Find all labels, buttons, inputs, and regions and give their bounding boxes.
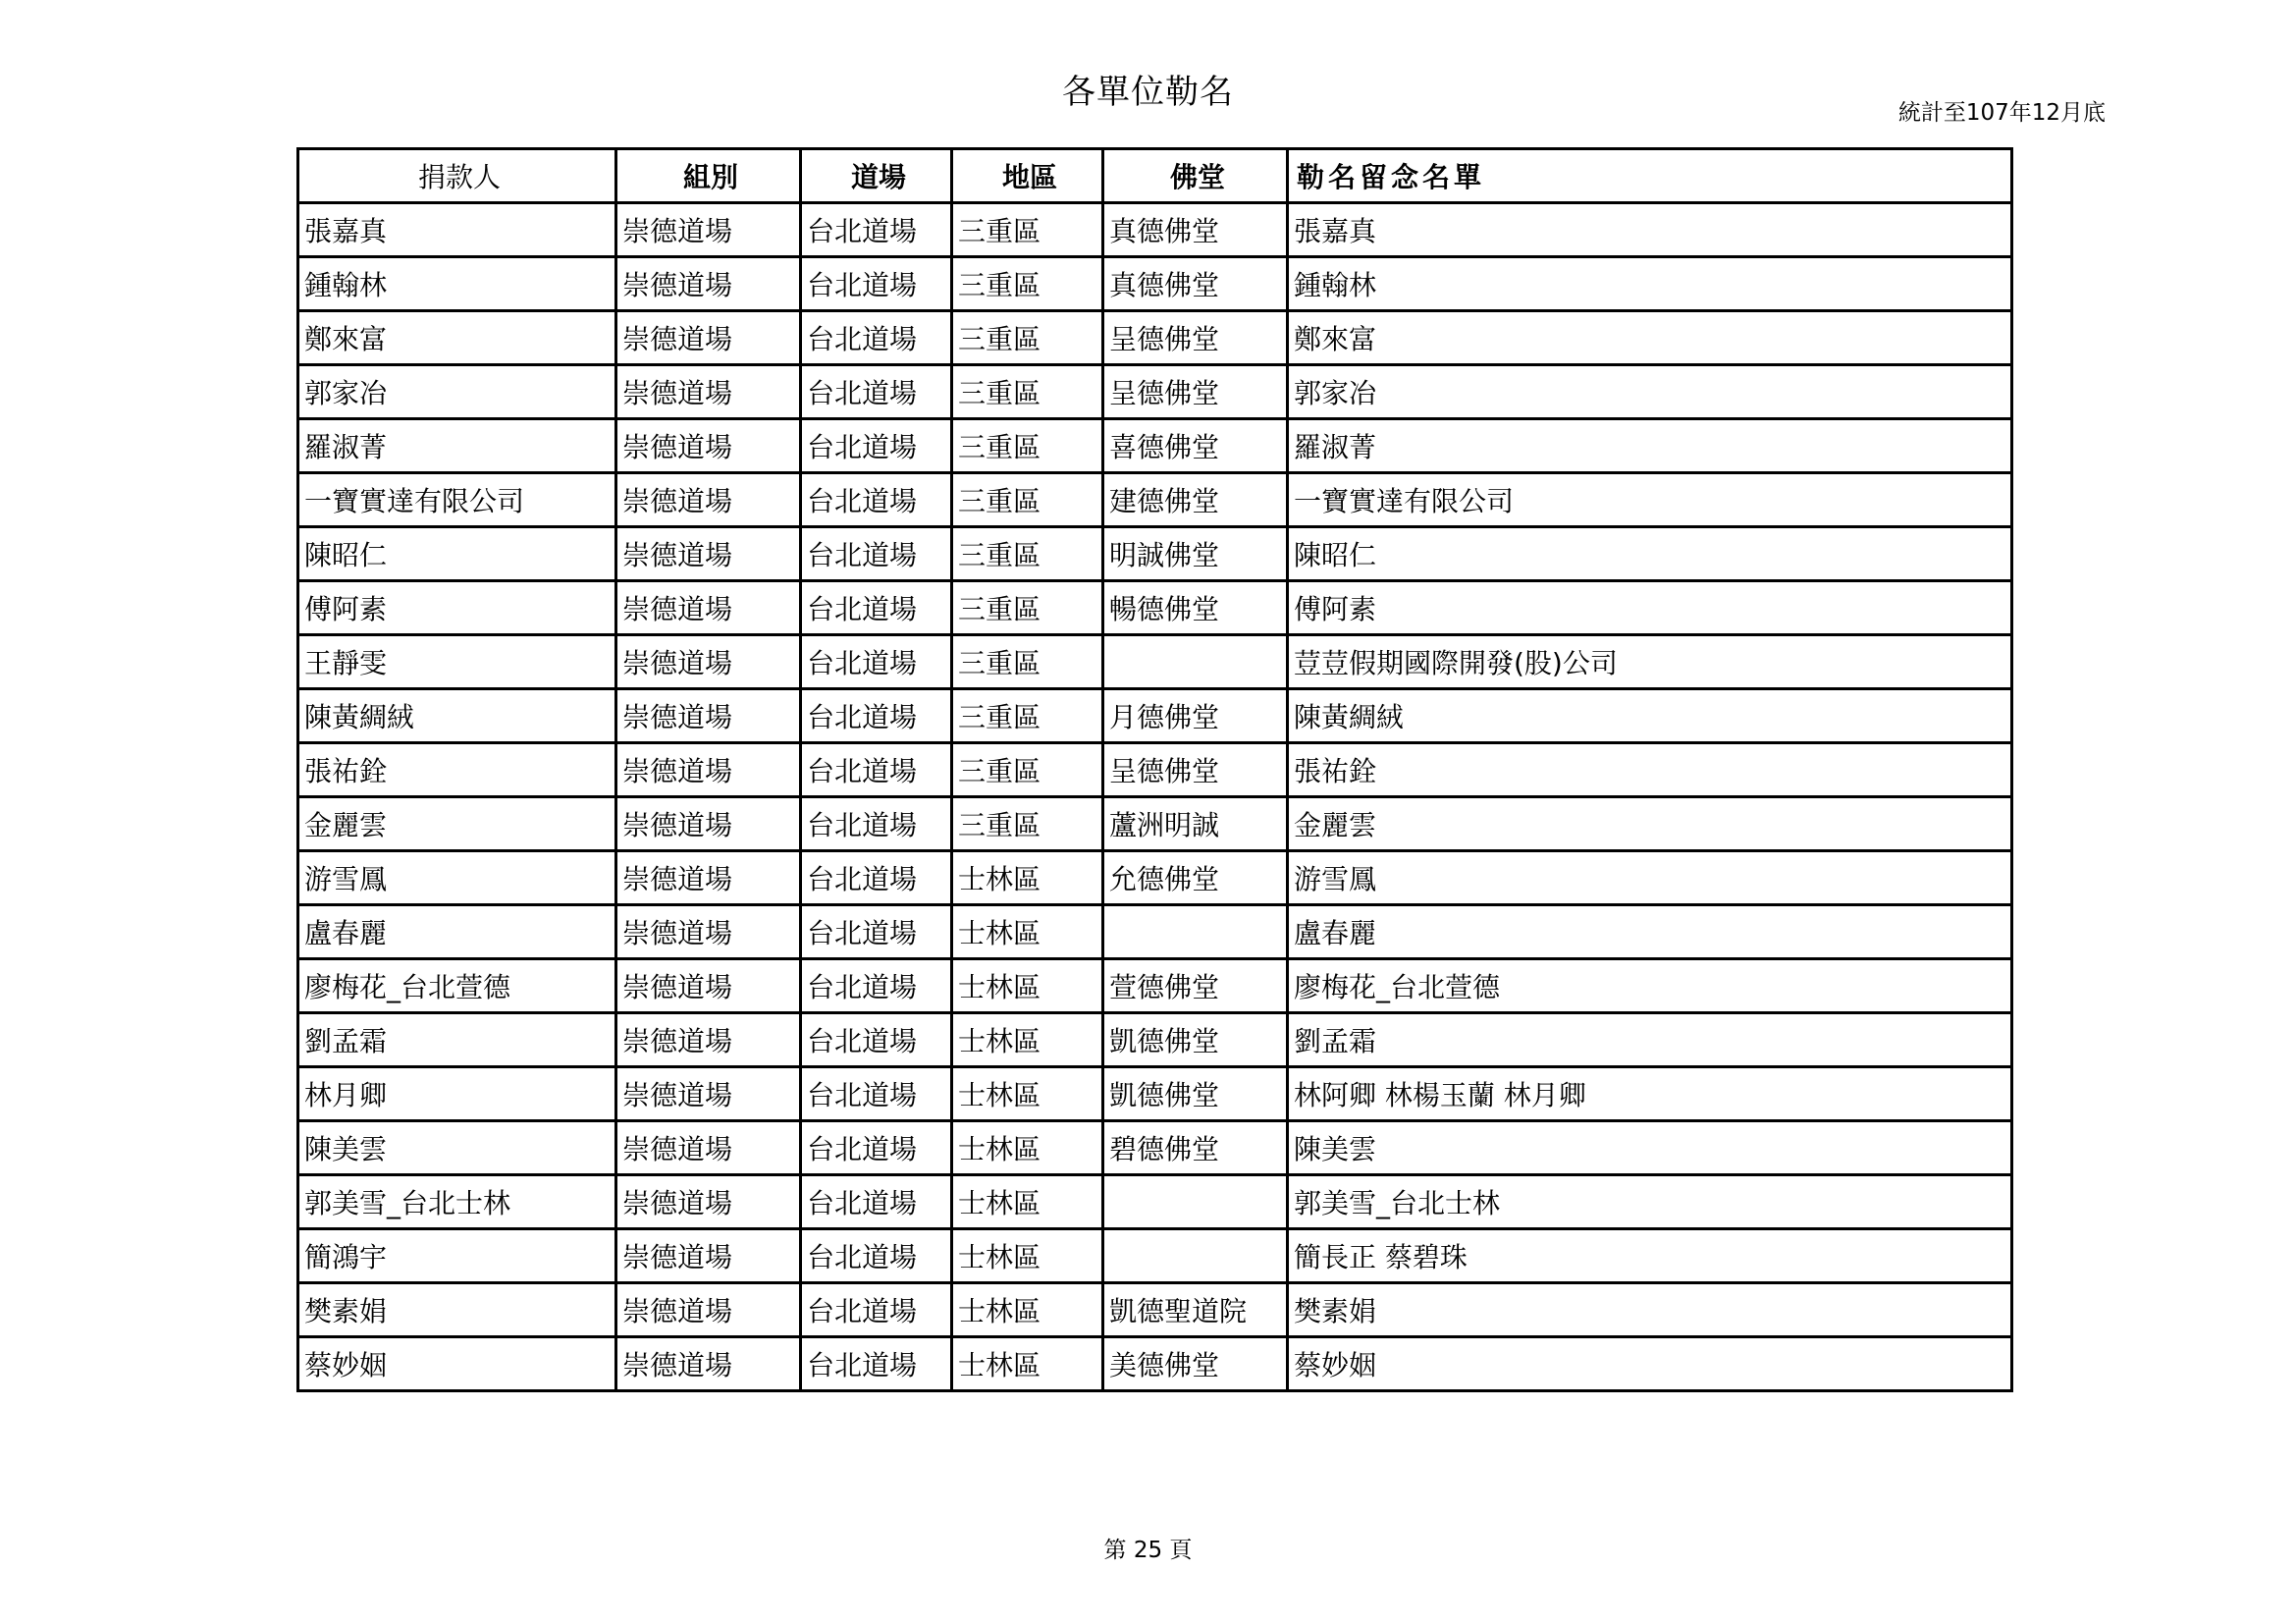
cell-donor: 金麗雲 (298, 797, 616, 851)
cell-dojo: 台北道場 (801, 1337, 952, 1391)
cell-donor: 王靜雯 (298, 635, 616, 689)
table-row (298, 689, 2012, 743)
table-row (298, 257, 2012, 311)
column-header-donor: 捐款人 (298, 149, 616, 203)
cell-donor: 游雪鳳 (298, 851, 616, 905)
cell-dojo: 台北道場 (801, 257, 952, 311)
table-row (298, 527, 2012, 581)
cell-engraved-names: 廖梅花_台北萱德 (1288, 959, 2012, 1013)
cell-donor: 樊素娟 (298, 1283, 616, 1337)
cell-temple (1103, 635, 1288, 689)
cell-group: 崇德道場 (616, 1283, 801, 1337)
column-header-temple: 佛堂 (1103, 149, 1288, 203)
page-title: 各單位勒名 (1062, 73, 1234, 112)
cell-region: 士林區 (952, 905, 1103, 959)
cell-group: 崇德道場 (616, 743, 801, 797)
table-row (298, 1175, 2012, 1229)
cell-temple (1103, 905, 1288, 959)
cell-temple: 喜德佛堂 (1103, 419, 1288, 473)
cell-group: 崇德道場 (616, 527, 801, 581)
table-row (298, 959, 2012, 1013)
cell-engraved-names: 一寶實達有限公司 (1288, 473, 2012, 527)
cell-engraved-names: 陳昭仁 (1288, 527, 2012, 581)
cell-group: 崇德道場 (616, 473, 801, 527)
cell-dojo: 台北道場 (801, 1229, 952, 1283)
cell-temple: 暢德佛堂 (1103, 581, 1288, 635)
cell-temple: 真德佛堂 (1103, 257, 1288, 311)
cell-dojo: 台北道場 (801, 959, 952, 1013)
table-row (298, 203, 2012, 257)
cell-group: 崇德道場 (616, 1229, 801, 1283)
cell-group: 崇德道場 (616, 1337, 801, 1391)
cell-group: 崇德道場 (616, 851, 801, 905)
cell-group: 崇德道場 (616, 689, 801, 743)
cell-engraved-names: 金麗雲 (1288, 797, 2012, 851)
cell-donor: 張祐銓 (298, 743, 616, 797)
table-row (298, 1283, 2012, 1337)
cell-group: 崇德道場 (616, 1013, 801, 1067)
cell-donor: 陳黃綢絨 (298, 689, 616, 743)
table-row (298, 1229, 2012, 1283)
cell-region: 三重區 (952, 419, 1103, 473)
table-row (298, 851, 2012, 905)
cell-group: 崇德道場 (616, 959, 801, 1013)
cell-temple (1103, 1229, 1288, 1283)
cell-engraved-names: 樊素娟 (1288, 1283, 2012, 1337)
cell-region: 三重區 (952, 581, 1103, 635)
cell-temple: 凱德佛堂 (1103, 1067, 1288, 1121)
cell-donor: 陳美雲 (298, 1121, 616, 1175)
cell-donor: 盧春麗 (298, 905, 616, 959)
cell-temple: 碧德佛堂 (1103, 1121, 1288, 1175)
cell-region: 士林區 (952, 1175, 1103, 1229)
cell-engraved-names: 郭家冶 (1288, 365, 2012, 419)
cell-group: 崇德道場 (616, 905, 801, 959)
cell-region: 士林區 (952, 851, 1103, 905)
cell-region: 三重區 (952, 257, 1103, 311)
cell-region: 三重區 (952, 527, 1103, 581)
cell-donor: 郭家冶 (298, 365, 616, 419)
cell-engraved-names: 簡長正 蔡碧珠 (1288, 1229, 2012, 1283)
cell-engraved-names: 盧春麗 (1288, 905, 2012, 959)
cell-engraved-names: 鄭來富 (1288, 311, 2012, 365)
table-row (298, 473, 2012, 527)
cell-region: 士林區 (952, 1229, 1103, 1283)
cell-engraved-names: 傅阿素 (1288, 581, 2012, 635)
cell-temple (1103, 1175, 1288, 1229)
cell-dojo: 台北道場 (801, 473, 952, 527)
cell-region: 三重區 (952, 797, 1103, 851)
table-row (298, 635, 2012, 689)
cell-region: 士林區 (952, 1067, 1103, 1121)
cell-dojo: 台北道場 (801, 635, 952, 689)
cell-donor: 鍾翰林 (298, 257, 616, 311)
table-row (298, 1337, 2012, 1391)
cell-temple: 真德佛堂 (1103, 203, 1288, 257)
cell-engraved-names: 郭美雪_台北士林 (1288, 1175, 2012, 1229)
cell-temple: 呈德佛堂 (1103, 743, 1288, 797)
table-row (298, 1121, 2012, 1175)
cell-donor: 劉孟霜 (298, 1013, 616, 1067)
cell-temple: 凱德佛堂 (1103, 1013, 1288, 1067)
cell-dojo: 台北道場 (801, 1067, 952, 1121)
cell-dojo: 台北道場 (801, 1283, 952, 1337)
cell-group: 崇德道場 (616, 311, 801, 365)
cell-region: 三重區 (952, 473, 1103, 527)
cell-group: 崇德道場 (616, 797, 801, 851)
cell-group: 崇德道場 (616, 1067, 801, 1121)
cell-engraved-names: 陳美雲 (1288, 1121, 2012, 1175)
cell-dojo: 台北道場 (801, 905, 952, 959)
cell-engraved-names: 張嘉真 (1288, 203, 2012, 257)
cell-group: 崇德道場 (616, 365, 801, 419)
cell-engraved-names: 蔡妙姻 (1288, 1337, 2012, 1391)
table-row (298, 1067, 2012, 1121)
cell-engraved-names: 荳荳假期國際開發(股)公司 (1288, 635, 2012, 689)
cell-dojo: 台北道場 (801, 419, 952, 473)
table-row (298, 797, 2012, 851)
table-row (298, 581, 2012, 635)
cell-donor: 張嘉真 (298, 203, 616, 257)
cell-donor: 傅阿素 (298, 581, 616, 635)
statistics-date-note: 統計至107年12月底 (1897, 100, 2106, 126)
cell-dojo: 台北道場 (801, 581, 952, 635)
cell-region: 士林區 (952, 959, 1103, 1013)
cell-temple: 萱德佛堂 (1103, 959, 1288, 1013)
cell-dojo: 台北道場 (801, 203, 952, 257)
cell-group: 崇德道場 (616, 635, 801, 689)
cell-region: 士林區 (952, 1013, 1103, 1067)
table-row (298, 365, 2012, 419)
cell-donor: 一寶實達有限公司 (298, 473, 616, 527)
cell-donor: 蔡妙姻 (298, 1337, 616, 1391)
cell-dojo: 台北道場 (801, 527, 952, 581)
cell-temple: 建德佛堂 (1103, 473, 1288, 527)
cell-temple: 明誠佛堂 (1103, 527, 1288, 581)
column-header-region: 地區 (952, 149, 1103, 203)
cell-dojo: 台北道場 (801, 365, 952, 419)
cell-group: 崇德道場 (616, 581, 801, 635)
cell-dojo: 台北道場 (801, 311, 952, 365)
column-header-group: 組別 (616, 149, 801, 203)
cell-temple: 凱德聖道院 (1103, 1283, 1288, 1337)
cell-temple: 月德佛堂 (1103, 689, 1288, 743)
cell-region: 士林區 (952, 1337, 1103, 1391)
cell-donor: 羅淑菁 (298, 419, 616, 473)
donor-table (296, 147, 2013, 1392)
cell-group: 崇德道場 (616, 1175, 801, 1229)
cell-group: 崇德道場 (616, 1121, 801, 1175)
table-row (298, 311, 2012, 365)
column-header-dojo: 道場 (801, 149, 952, 203)
cell-temple: 蘆洲明誠 (1103, 797, 1288, 851)
page-number: 第 25 頁 (1103, 1538, 1193, 1563)
table-row (298, 905, 2012, 959)
cell-temple: 呈德佛堂 (1103, 365, 1288, 419)
cell-group: 崇德道場 (616, 257, 801, 311)
cell-engraved-names: 林阿卿 林楊玉蘭 林月卿 (1288, 1067, 2012, 1121)
cell-region: 三重區 (952, 311, 1103, 365)
cell-region: 三重區 (952, 743, 1103, 797)
cell-temple: 允德佛堂 (1103, 851, 1288, 905)
cell-region: 三重區 (952, 635, 1103, 689)
cell-dojo: 台北道場 (801, 743, 952, 797)
cell-region: 三重區 (952, 689, 1103, 743)
cell-region: 士林區 (952, 1121, 1103, 1175)
table-row (298, 743, 2012, 797)
cell-engraved-names: 張祐銓 (1288, 743, 2012, 797)
cell-donor: 鄭來富 (298, 311, 616, 365)
cell-region: 士林區 (952, 1283, 1103, 1337)
table-header-row (298, 149, 2012, 203)
cell-group: 崇德道場 (616, 203, 801, 257)
cell-group: 崇德道場 (616, 419, 801, 473)
cell-engraved-names: 羅淑菁 (1288, 419, 2012, 473)
cell-dojo: 台北道場 (801, 797, 952, 851)
cell-region: 三重區 (952, 365, 1103, 419)
cell-engraved-names: 陳黃綢絨 (1288, 689, 2012, 743)
cell-temple: 呈德佛堂 (1103, 311, 1288, 365)
cell-dojo: 台北道場 (801, 851, 952, 905)
cell-dojo: 台北道場 (801, 1013, 952, 1067)
table-row (298, 1013, 2012, 1067)
cell-donor: 簡鴻宇 (298, 1229, 616, 1283)
cell-donor: 郭美雪_台北士林 (298, 1175, 616, 1229)
cell-engraved-names: 劉孟霜 (1288, 1013, 2012, 1067)
table-row (298, 419, 2012, 473)
cell-donor: 林月卿 (298, 1067, 616, 1121)
cell-dojo: 台北道場 (801, 689, 952, 743)
cell-engraved-names: 鍾翰林 (1288, 257, 2012, 311)
cell-engraved-names: 游雪鳳 (1288, 851, 2012, 905)
cell-donor: 陳昭仁 (298, 527, 616, 581)
cell-region: 三重區 (952, 203, 1103, 257)
column-header-engraved-names: 勒名留念名單 (1288, 149, 2012, 203)
cell-dojo: 台北道場 (801, 1175, 952, 1229)
cell-temple: 美德佛堂 (1103, 1337, 1288, 1391)
cell-dojo: 台北道場 (801, 1121, 952, 1175)
cell-donor: 廖梅花_台北萱德 (298, 959, 616, 1013)
